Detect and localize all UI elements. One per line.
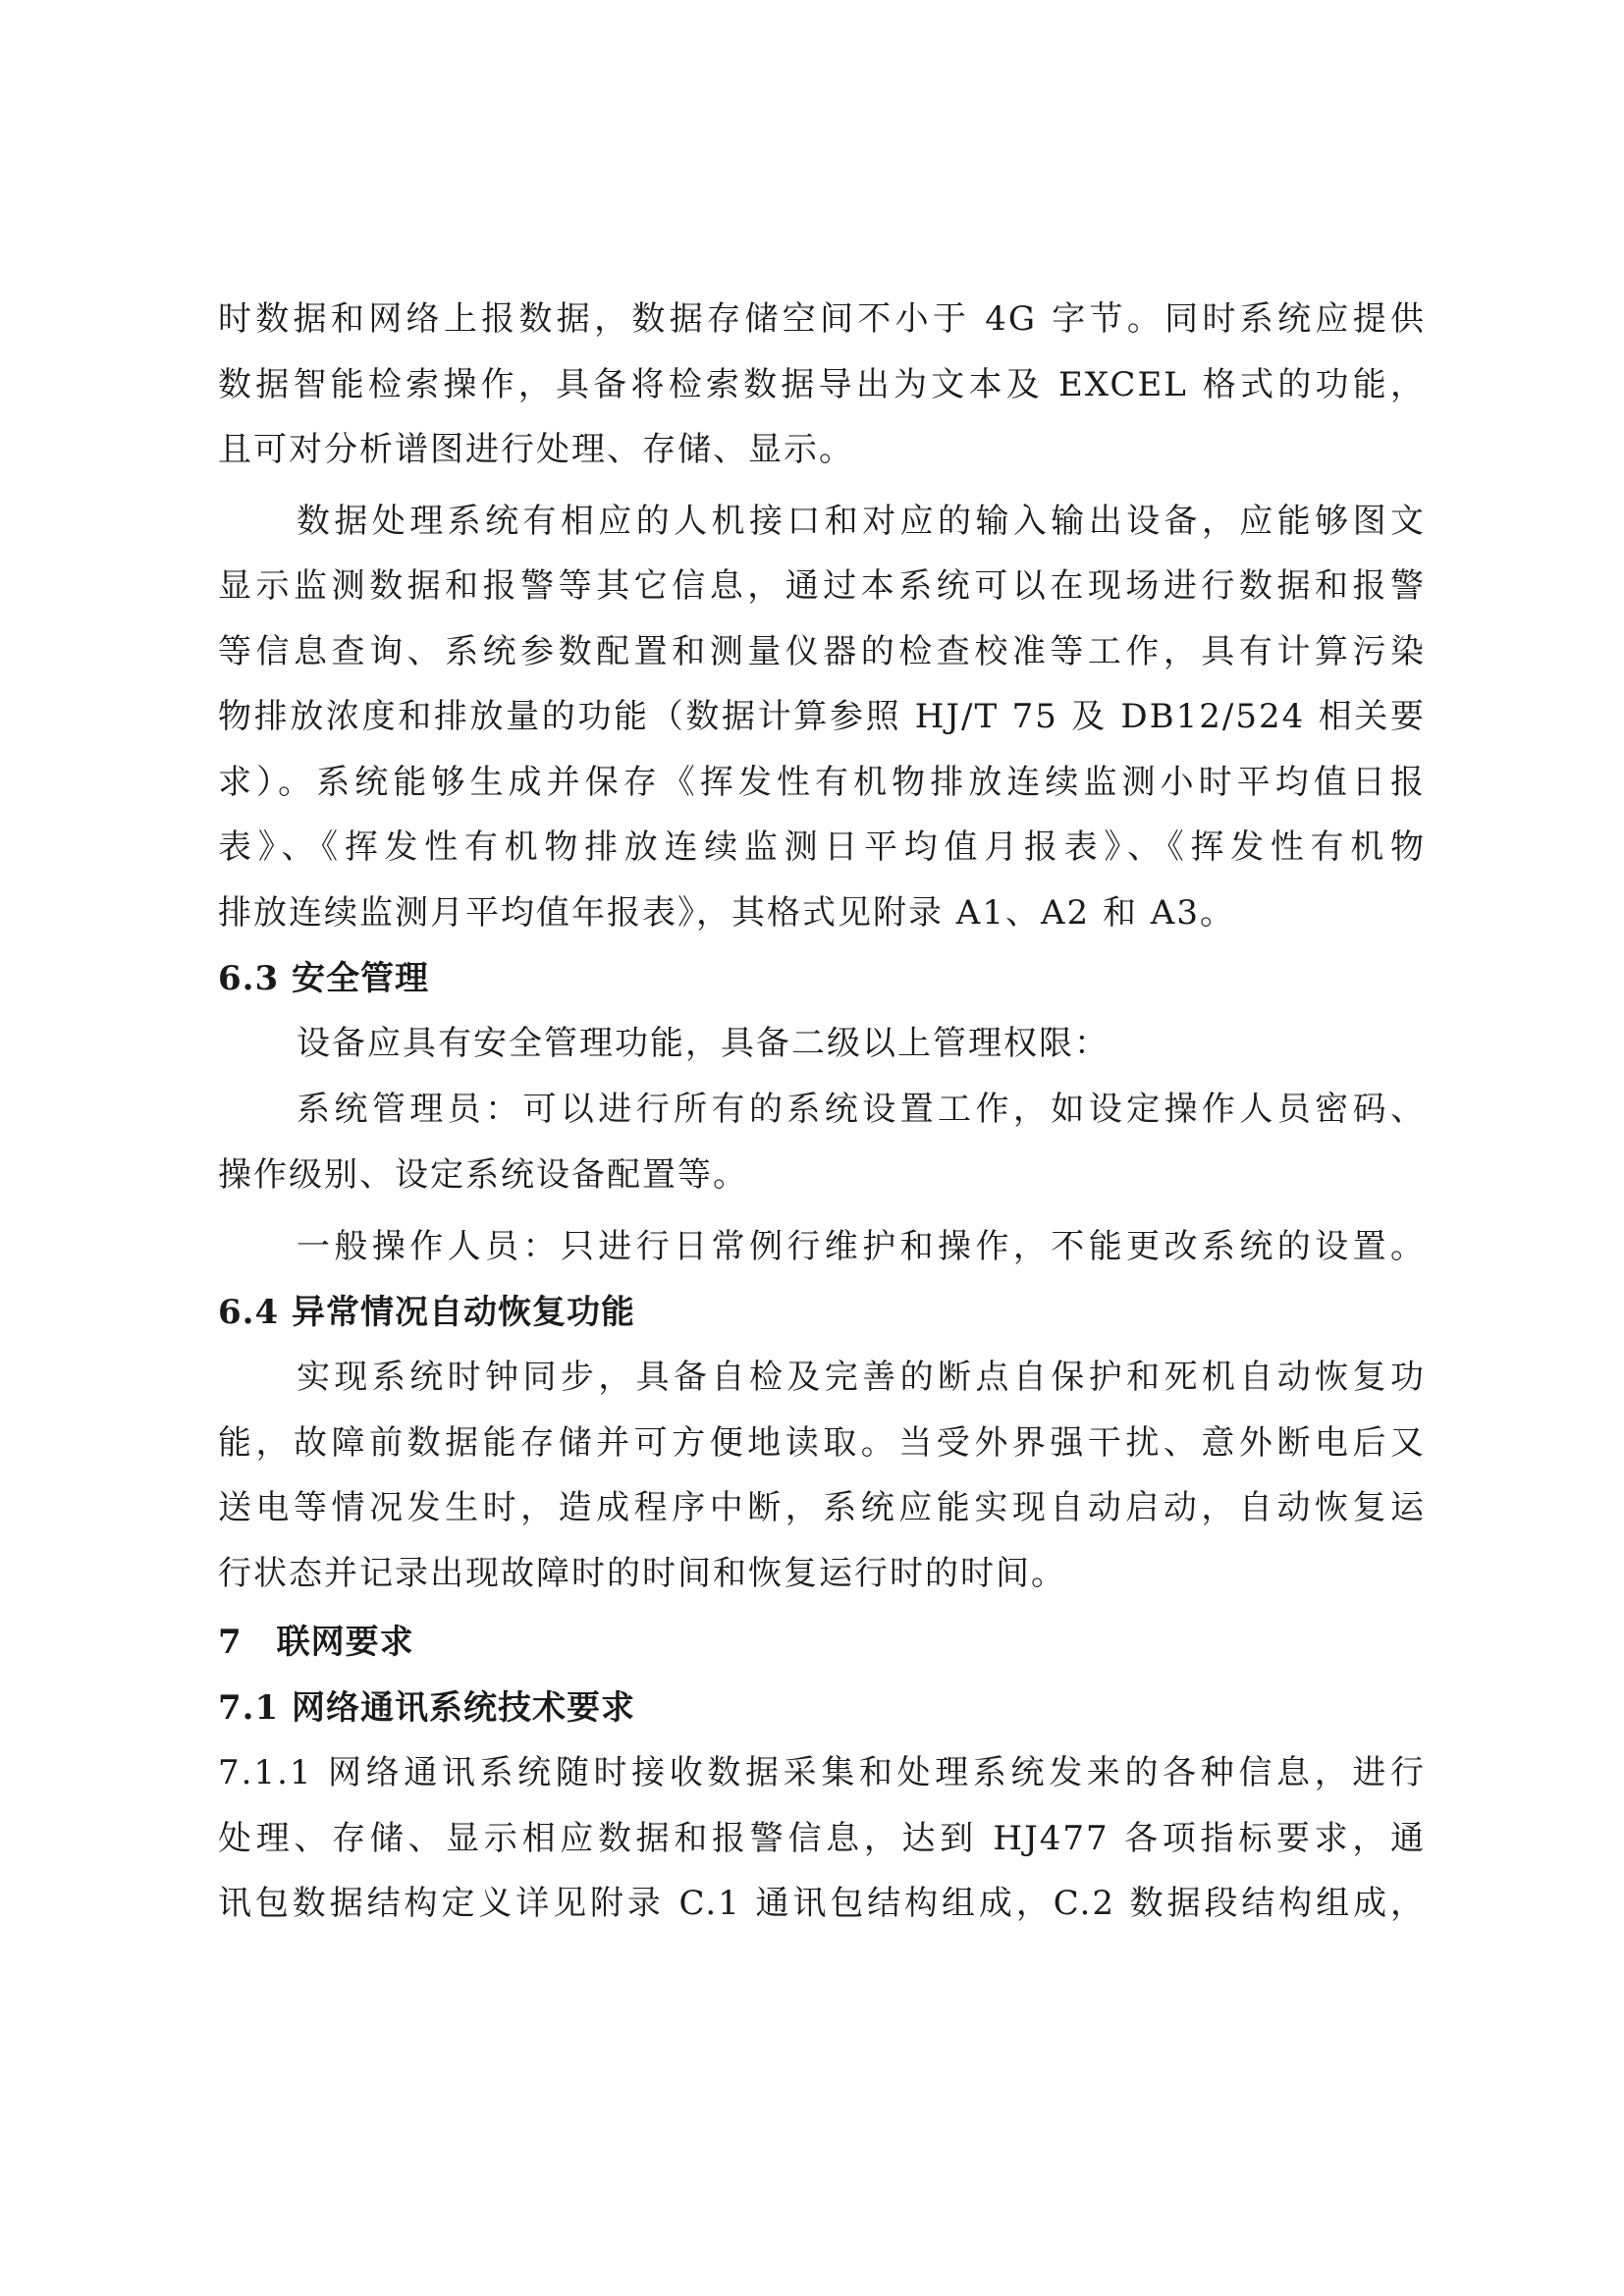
- paragraph-line: 行状态并记录出现故障时的时间和恢复运行时的时间。: [218, 1554, 1066, 1593]
- paragraph-line: 操作级别、设定系统设备配置等。: [218, 1155, 748, 1195]
- paragraph-line: 7.1.1 网络通讯系统随时接收数据采集和处理系统发来的各种信息，进行: [218, 1753, 1426, 1792]
- paragraph-line: 排放连续监测月平均值年报表》，其格式见附录 A1、A2 和 A3。: [218, 893, 1235, 933]
- paragraph-line: 数据处理系统有相应的人机接口和对应的输入输出设备，应能够图文: [297, 502, 1426, 541]
- paragraph-line: 物排放浓度和排放量的功能（数据计算参照 HJ/T 75 及 DB12/524 相关要: [218, 697, 1426, 736]
- paragraph-line: 设备应具有安全管理功能，具备二级以上管理权限：: [297, 1024, 1110, 1063]
- section-heading-6-3: 6.3 安全管理: [218, 959, 429, 998]
- paragraph-line: 实现系统时钟同步，具备自检及完善的断点自保护和死机自动恢复功: [297, 1358, 1426, 1397]
- section-heading-6-4: 6.4 异常情况自动恢复功能: [218, 1293, 635, 1332]
- paragraph-line: 系统管理员：可以进行所有的系统设置工作，如设定操作人员密码、: [297, 1090, 1426, 1129]
- paragraph-line: 时数据和网络上报数据，数据存储空间不小于 4G 字节。同时系统应提供: [218, 299, 1426, 339]
- paragraph-line: 数据智能检索操作，具备将检索数据导出为文本及 EXCEL 格式的功能，: [218, 365, 1426, 404]
- paragraph-line: 处理、存储、显示相应数据和报警信息，达到 HJ477 各项指标要求，通: [218, 1819, 1426, 1858]
- paragraph-line: 讯包数据结构定义详见附录 C.1 通讯包结构组成，C.2 数据段结构组成，: [218, 1884, 1426, 1923]
- section-heading-7: 7 联网要求: [218, 1623, 414, 1662]
- paragraph-line: 一般操作人员：只进行日常例行维护和操作，不能更改系统的设置。: [297, 1227, 1426, 1266]
- paragraph-line: 等信息查询、系统参数配置和测量仪器的检查校准等工作，具有计算污染: [218, 632, 1426, 671]
- paragraph-line: 且可对分析谱图进行处理、存储、显示。: [218, 430, 854, 469]
- paragraph-line: 显示监测数据和报警等其它信息，通过本系统可以在现场进行数据和报警: [218, 566, 1426, 606]
- paragraph-line: 求）。系统能够生成并保存《挥发性有机物排放连续监测小时平均值日报: [218, 763, 1426, 802]
- section-heading-7-1: 7.1 网络通讯系统技术要求: [218, 1688, 635, 1728]
- paragraph-line: 表》、《挥发性有机物排放连续监测日平均值月报表》、《挥发性有机物: [218, 828, 1426, 867]
- paragraph-line: 能，故障前数据能存储并可方便地读取。当受外界强干扰、意外断电后又: [218, 1423, 1426, 1463]
- paragraph-line: 送电等情况发生时，造成程序中断，系统应能实现自动启动，自动恢复运: [218, 1488, 1426, 1527]
